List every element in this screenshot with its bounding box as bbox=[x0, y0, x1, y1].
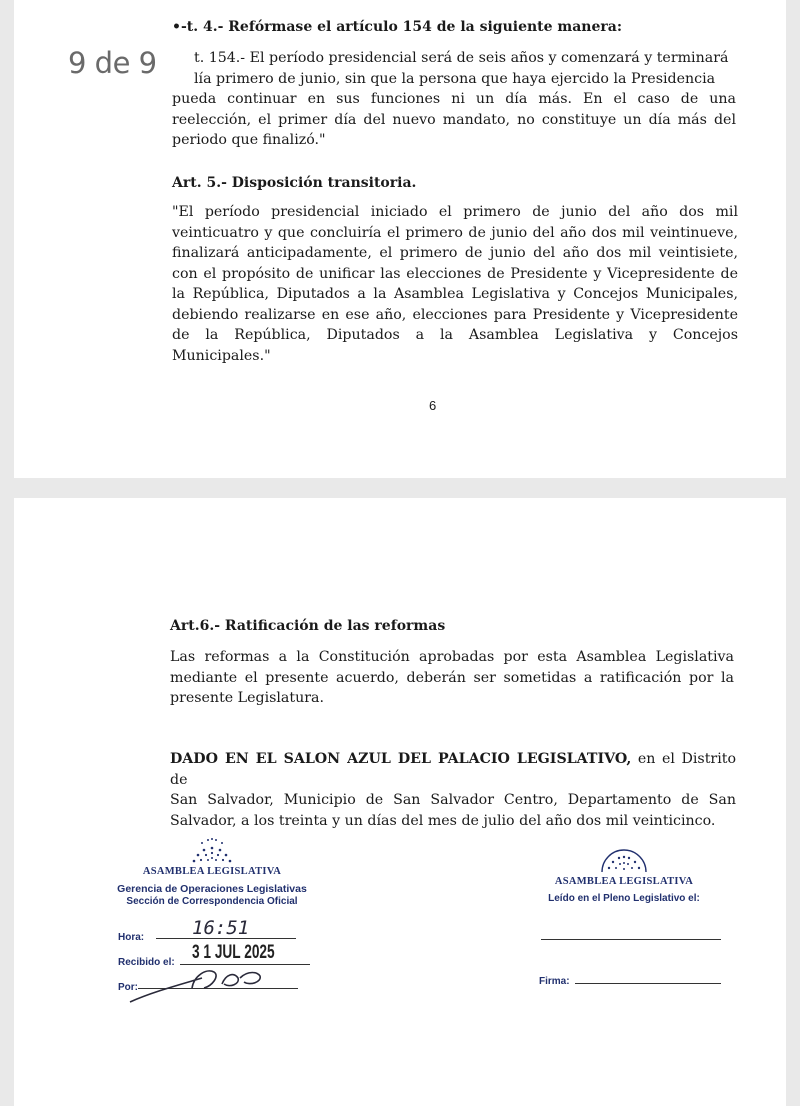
assembly-dome-icon bbox=[596, 843, 652, 873]
por-label: Por: bbox=[118, 982, 138, 993]
art6-line-1: Las reformas a la Constitución aprobadas por esta Asamblea Legislativa bbox=[170, 649, 734, 665]
art5-line-5: la República, Diputados a la Asamblea Legislativa y Concejos Municipales, bbox=[172, 286, 738, 302]
art5-line-7: de la República, Diputados a la Asamblea Legislativa y Concejos bbox=[172, 327, 738, 343]
firma-line bbox=[575, 983, 721, 984]
art4-line-2: lía primero de junio, sin que la persona que haya ejercido la Presidencia bbox=[194, 70, 716, 87]
dado-line-2: San Salvador, Municipio de San Salvador Centro, Departamento de San bbox=[170, 792, 736, 808]
plenary-stamp bbox=[529, 843, 719, 1003]
art6-line-3: presente Legislatura. bbox=[170, 690, 324, 706]
recibido-value: 3 1 JUL 2025 bbox=[192, 942, 275, 963]
stamp-org-right: ASAMBLEA LEGISLATIVA bbox=[554, 876, 694, 887]
dado-line-3: Salvador, a los treinta y un días del mes de julio del año dos mil veinticinco. bbox=[170, 812, 716, 829]
page-number: 6 bbox=[429, 398, 437, 413]
art6-body bbox=[170, 647, 734, 709]
art5-line-2: veinticuatro y que concluiría el primero de junio del año dos mil veintinueve, bbox=[172, 224, 738, 241]
document-page-7 bbox=[14, 498, 786, 1106]
art5-line-6: debiendo realizarse en ese año, elecciones para Presidente y Vicepresidente bbox=[172, 306, 738, 323]
art4-line-4: reelección, el primer día del nuevo mandato, no constituye un día más del bbox=[172, 111, 736, 128]
art5-body bbox=[172, 202, 738, 366]
stamp-section: Sección de Correspondencia Oficial bbox=[126, 896, 298, 907]
art4-line-5: periodo que finalizó." bbox=[172, 132, 326, 148]
art5-line-1: "El período presidencial iniciado el primero de junio del año dos mil bbox=[172, 204, 738, 220]
art5-heading: Art. 5.- Disposición transitoria. bbox=[172, 175, 417, 191]
dado-rest: en el Distrito de bbox=[170, 751, 736, 788]
art5-line-8: Municipales." bbox=[172, 347, 271, 364]
stamp-dept: Gerencia de Operaciones Legislativas bbox=[117, 883, 307, 895]
assembly-dome-icon bbox=[184, 834, 240, 864]
leido-line bbox=[541, 939, 721, 940]
art4-line-3: pueda continuar en sus funciones ni un día más. En el caso de una bbox=[172, 91, 736, 107]
reception-stamp bbox=[112, 834, 312, 1014]
art5-line-3: finalizará anticipadamente, el primero de junio del año dos mil veintisiete, bbox=[172, 245, 738, 261]
page-counter: 9 de 9 bbox=[68, 46, 157, 80]
dado-bold: DADO EN EL SALON AZUL DEL PALACIO LEGISLATIVO, bbox=[170, 751, 632, 767]
stamp-org-left: ASAMBLEA LEGISLATIVA bbox=[142, 866, 282, 877]
hora-label: Hora: bbox=[118, 932, 145, 943]
hora-value: 16:51 bbox=[192, 917, 250, 939]
recibido-label: Recibido el: bbox=[118, 957, 175, 968]
art6-line-2: mediante el presente acuerdo, deberán ser sometidas a ratificación por la bbox=[170, 669, 734, 686]
leido-label: Leído en el Pleno Legislativo el: bbox=[548, 893, 700, 904]
art5-line-4: con el propósito de unificar las elecciones de Presidente y Vicepresidente de bbox=[172, 265, 738, 282]
art6-heading: Art.6.- Ratificación de las reformas bbox=[170, 618, 446, 634]
art4-line-1: t. 154.- El período presidencial será de seis años y comenzará y terminará bbox=[194, 50, 729, 66]
art4-heading: •-t. 4.- Refórmase el artículo 154 de la siguiente manera: bbox=[172, 19, 623, 35]
dado-paragraph bbox=[170, 749, 736, 831]
art4-body bbox=[172, 48, 736, 151]
firma-label: Firma: bbox=[539, 976, 570, 987]
signature-scribble bbox=[122, 962, 272, 1006]
